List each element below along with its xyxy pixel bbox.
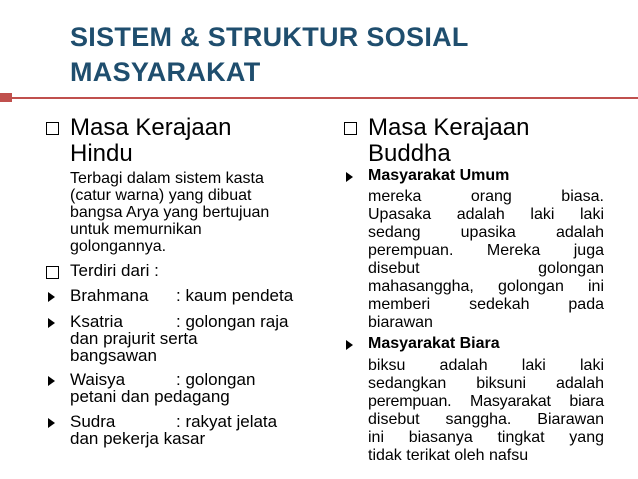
checkbox-bullet-icon [46, 266, 59, 279]
left-intro-3: bangsa Arya yang bertujuan [70, 204, 270, 221]
slide-title [0, 0, 638, 95]
umum-line-3: sedang upasika adalah [368, 224, 604, 241]
caste-cont-waisya-1: petani dan pedagang [70, 387, 230, 406]
caste-name-ksatria: Ksatria [70, 312, 123, 331]
caste-desc-waisya: : golongan [176, 370, 256, 389]
left-intro-1: Terbagi dalam sistem kasta [70, 170, 264, 187]
umum-line-4: perempuan. Mereka juga [368, 242, 604, 259]
title-line-1: SISTEM & STRUKTUR SOSIAL [70, 22, 469, 52]
left-heading-line-2: Hindu [70, 140, 133, 167]
umum-line-7: memberi sedekah pada [368, 296, 604, 313]
umum-line-2: Upasaka adalah laki laki [368, 206, 604, 223]
left-intro-4: untuk memurnikan [70, 221, 202, 238]
biara-line-1: biksu adalah laki laki [368, 357, 604, 374]
arrow-bullet-icon [48, 292, 55, 302]
umum-line-1: mereka orang biasa. [368, 188, 604, 205]
terdiri-label: Terdiri dari : [70, 261, 159, 280]
caste-name-brahmana: Brahmana [70, 286, 149, 305]
right-heading-line-1: Masa Kerajaan [368, 114, 530, 141]
accent-bar [0, 93, 12, 102]
umum-line-5: disebut golongan [368, 260, 604, 277]
arrow-bullet-icon [346, 340, 353, 350]
caste-desc-brahmana: : kaum pendeta [176, 286, 294, 305]
umum-line-8: biarawan [368, 314, 433, 331]
caste-cont-ksatria-1: dan prajurit serta [70, 329, 198, 348]
right-heading-line-2: Buddha [368, 140, 451, 167]
biara-line-5: ini biasanya tingkat yang [368, 429, 604, 446]
left-intro-2: (catur warna) yang dibuat [70, 187, 252, 204]
caste-desc-sudra: : rakyat jelata [176, 412, 278, 431]
arrow-bullet-icon [48, 376, 55, 386]
biara-paragraph [368, 357, 604, 465]
biara-line-6: tidak terikat oleh nafsu [368, 447, 529, 464]
arrow-bullet-icon [346, 172, 353, 182]
umum-line-6: mahasanggha, golongan ini [368, 278, 604, 295]
caste-name-waisya: Waisya [70, 370, 126, 389]
left-heading-line-1: Masa Kerajaan [70, 114, 232, 141]
umum-title: Masyarakat Umum [368, 167, 510, 184]
biara-line-3: perempuan. Masyarakat biara [368, 393, 604, 410]
arrow-bullet-icon [48, 418, 55, 428]
caste-name-sudra: Sudra [70, 412, 116, 431]
left-intro-5: golongannya. [70, 238, 167, 255]
checkbox-bullet-icon [344, 122, 357, 135]
checkbox-bullet-icon [46, 122, 59, 135]
caste-cont-sudra-1: dan pekerja kasar [70, 429, 206, 448]
biara-title: Masyarakat Biara [368, 335, 500, 352]
umum-paragraph [368, 188, 604, 332]
biara-line-2: sedangkan biksuni adalah [368, 375, 604, 392]
caste-desc-ksatria: : golongan raja [176, 312, 289, 331]
caste-cont-ksatria-2: bangsawan [70, 346, 157, 365]
biara-line-4: disebut sanggha. Biarawan [368, 411, 604, 428]
arrow-bullet-icon [48, 318, 55, 328]
title-divider [12, 97, 638, 99]
title-line-2: MASYARAKAT [70, 57, 261, 87]
